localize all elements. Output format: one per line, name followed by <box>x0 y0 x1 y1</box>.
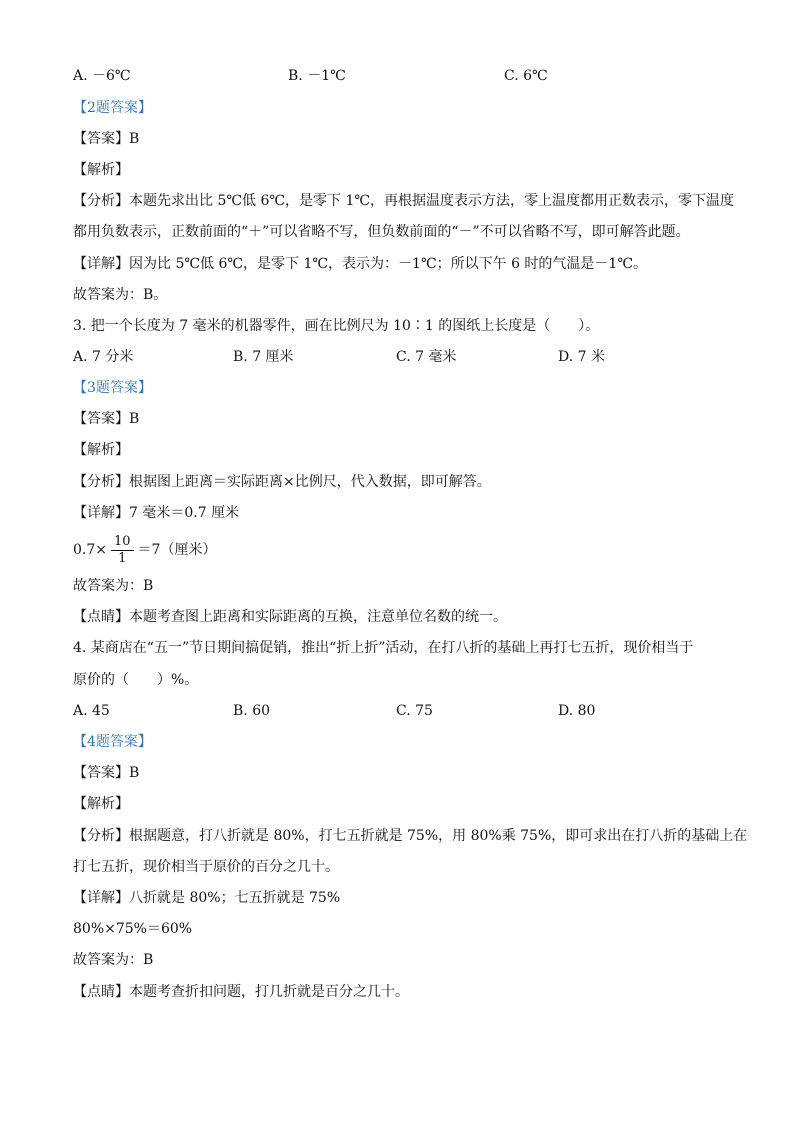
q4-question-line1: 4. 某商店在“五一”节日期间搞促销，推出“折上折”活动，在打八折的基础上再打七五折，现价相当于 <box>73 640 694 656</box>
q3-calc-prefix: 0.7× <box>73 542 107 558</box>
q3-question: 3. 把一个长度为 7 毫米的机器零件，画在比例尺为 10∶1 的图纸上长度是（ ）。 <box>73 318 600 334</box>
q3-calc-fraction <box>111 534 134 567</box>
q4-option-b: B. 60 <box>233 703 271 719</box>
q2-answer-heading: 【2题答案】 <box>73 100 152 116</box>
q3-conclusion: 故答案为：B <box>73 578 154 594</box>
q3-calc-suffix: ＝7（厘米） <box>137 542 217 558</box>
q4-question-line2: 原价的（ ）%。 <box>73 672 199 688</box>
q3-detail: 【详解】7 毫米＝0.7 厘米 <box>73 505 240 521</box>
q2-fenxi-line1: 【分析】本题先求出比 5℃低 6℃，是零下 1℃，再根据温度表示方法，零上温度都用正数表示，零下温度 <box>73 193 735 209</box>
q3-option-d: D. 7 米 <box>558 349 605 365</box>
q4-conclusion: 故答案为：B <box>73 952 154 968</box>
q4-option-c: C. 75 <box>396 703 433 719</box>
q4-fenxi-line1: 【分析】根据题意，打八折就是 80%，打七五折就是 75%，用 80%乘 75%，即可求出在打八折的基础上在 <box>73 828 748 844</box>
q4-option-a: A. 45 <box>73 703 110 719</box>
q3-option-c: C. 7 毫米 <box>396 349 457 365</box>
q2-option-c: C. 6℃ <box>504 68 548 84</box>
q2-detail: 【详解】因为比 5℃低 6℃，是零下 1℃，表示为：－1℃；所以下午 6 时的气温是－1℃。 <box>73 256 647 272</box>
q2-fenxi-line2: 都用负数表示，正数前面的“＋”可以省略不写，但负数前面的“－”不可以省略不写，即可解答此题。 <box>73 224 690 240</box>
q4-analysis-label: 【解析】 <box>73 796 129 812</box>
q3-answer: 【答案】B <box>73 411 140 427</box>
q4-detail: 【详解】八折就是 80%；七五折就是 75% <box>73 890 341 906</box>
q3-calc-denominator: 1 <box>118 550 127 566</box>
q2-answer: 【答案】B <box>73 131 140 147</box>
q3-calc <box>73 530 216 570</box>
q3-option-b: B. 7 厘米 <box>233 349 294 365</box>
q3-dianjing: 【点睛】本题考查图上距离和实际距离的互换，注意单位名数的统一。 <box>73 609 507 625</box>
q4-calc: 80%×75%＝60% <box>73 921 193 937</box>
q2-option-a: A. －6℃ <box>73 68 131 84</box>
q3-fenxi: 【分析】根据图上距离＝实际距离×比例尺，代入数据，即可解答。 <box>73 474 491 490</box>
q4-option-d: D. 80 <box>558 703 596 719</box>
q4-answer: 【答案】B <box>73 765 140 781</box>
q3-answer-heading: 【3题答案】 <box>73 380 152 396</box>
q4-answer-heading: 【4题答案】 <box>73 734 152 750</box>
q3-calc-numerator: 10 <box>111 534 134 551</box>
q2-option-b: B. －1℃ <box>288 68 346 84</box>
q2-conclusion: 故答案为：B。 <box>73 287 168 303</box>
q3-analysis-label: 【解析】 <box>73 442 129 458</box>
q4-dianjing: 【点睛】本题考查折扣问题，打几折就是百分之几十。 <box>73 984 409 1000</box>
q2-analysis-label: 【解析】 <box>73 162 129 178</box>
q4-fenxi-line2: 打七五折，现价相当于原价的百分之几十。 <box>73 859 339 875</box>
q3-option-a: A. 7 分米 <box>73 349 134 365</box>
